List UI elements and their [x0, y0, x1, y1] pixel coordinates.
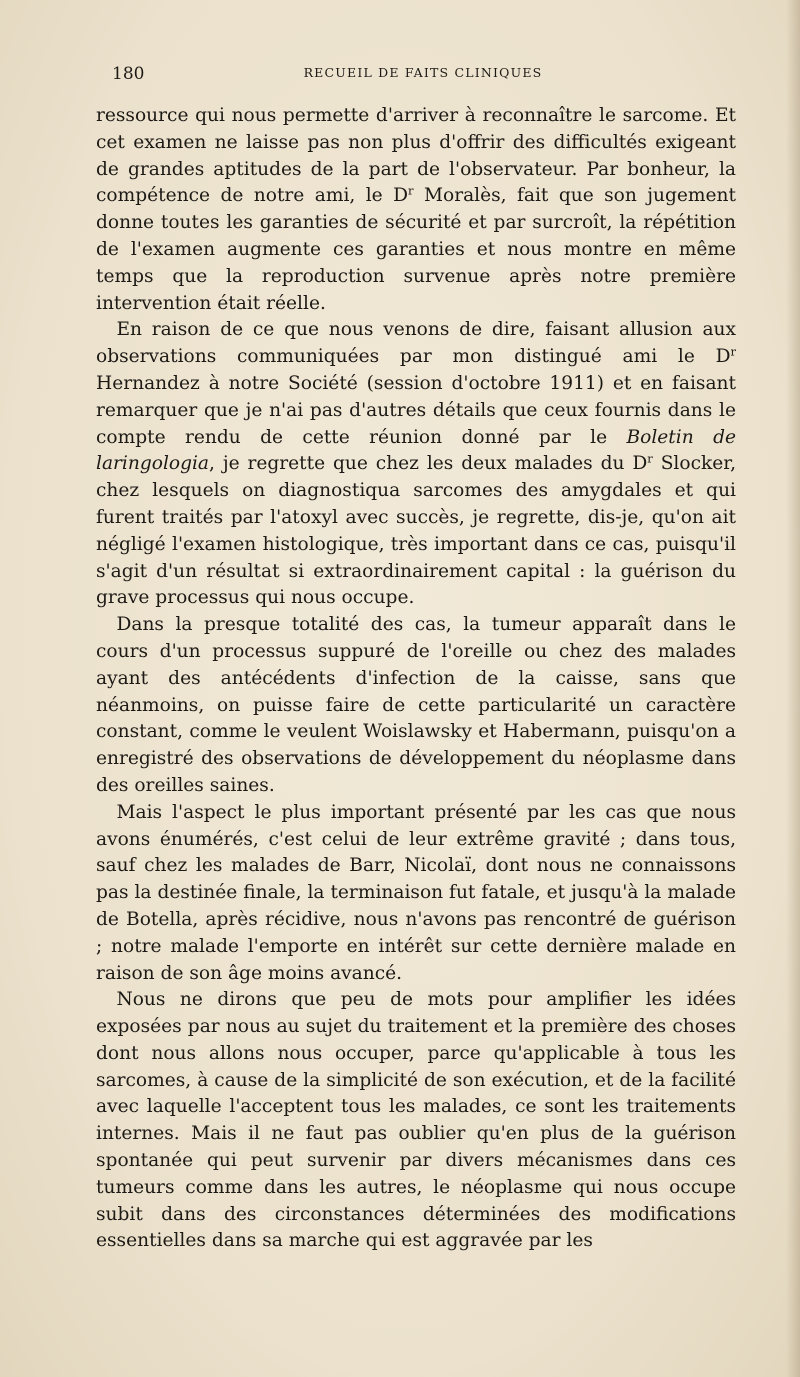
body-text: [96, 103, 736, 1255]
paragraph-5: Nous ne dirons que peu de mots pour amplifier les idées exposées par nous au sujet du traitement et la première des choses dont nous allons nous occuper, parce qu'applicable à tous les sarcomes, à cause de la simplicité de son exécution, et de la facilité avec laquelle l'acceptent tous les malades, ce sont les traitements internes. Mais il ne faut pas oublier qu'en plus de la guérison spontanée qui peut survenir par divers mécanismes dans ces tumeurs comme dans les autres, le néoplasme qui nous occupe subit dans des circonstances déterminées des modifications essentielles dans sa marche qui est aggravée par les: [96, 989, 736, 1252]
journal-title: Boletin de laringologia: [96, 426, 736, 475]
paragraph-3: Dans la presque totalité des cas, la tumeur apparaît dans le cours d'un processus suppuré de l'oreille ou chez des malades ayant des antécédents d'infection de la caisse, sans que néanmoins, on puisse faire de cette particularité un caractère constant, comme le veulent Woislawsky et Habermann, puisqu'on a enregistré des observations de développement du néoplasme dans des oreilles saines.: [96, 614, 736, 796]
page-edge-shadow: [786, 0, 800, 1377]
paragraph-2: En raison de ce que nous venons de dire, faisant allusion aux observations communiquées par mon distingué ami le $D^r$ Hernandez à notre Société (session d'octobre 1911) et en faisant remarquer que je n'ai pas d'autres détails que ceux fournis dans le compte rendu de cette réunion donné par le Boletin de laringologia, je regrette que chez les deux malades du $D^r$ Slocker, chez lesquels on diagnostiqua sarcomes des amygdales et qui furent traités par l'atoxyl avec succès, je regrette, dis-je, qu'on ait négligé l'examen histologique, très important dans ce cas, puisqu'il s'agit d'un résultat si extraordinairement capital : la guérison du grave processus qui nous occupe.: [96, 319, 737, 609]
paragraph-1: ressource qui nous permette d'arriver à reconnaître le sarcome. Et cet examen ne laisse pas non plus d'offrir des difficultés exigeant de grandes aptitudes de la part de l'observateur. Par bonheur, la compétence de notre ami, le $D^r$ Moralès, fait que son jugement donne toutes les garanties de sécurité et par surcroît, la répétition de l'examen augmente ces garanties et nous montre en même temps que la reproduction survenue après notre première intervention était réelle.: [96, 105, 736, 314]
running-title: RECUEIL DE FAITS CLINIQUES: [303, 65, 543, 80]
page-number: 180: [112, 64, 145, 84]
page-header: [112, 64, 734, 86]
paragraph-4: Mais l'aspect le plus important présenté par les cas que nous avons énumérés, c'est celui de leur extrême gravité ; dans tous, sauf chez les malades de Barr, Nicolaï, dont nous ne connaissons pas la destinée finale, la terminaison fut fatale, et jusqu'à la malade de Botella, après récidive, nous n'avons pas rencontré de guérison ; notre malade l'emporte en intérêt sur cette dernière malade en raison de son âge moins avancé.: [96, 801, 736, 984]
